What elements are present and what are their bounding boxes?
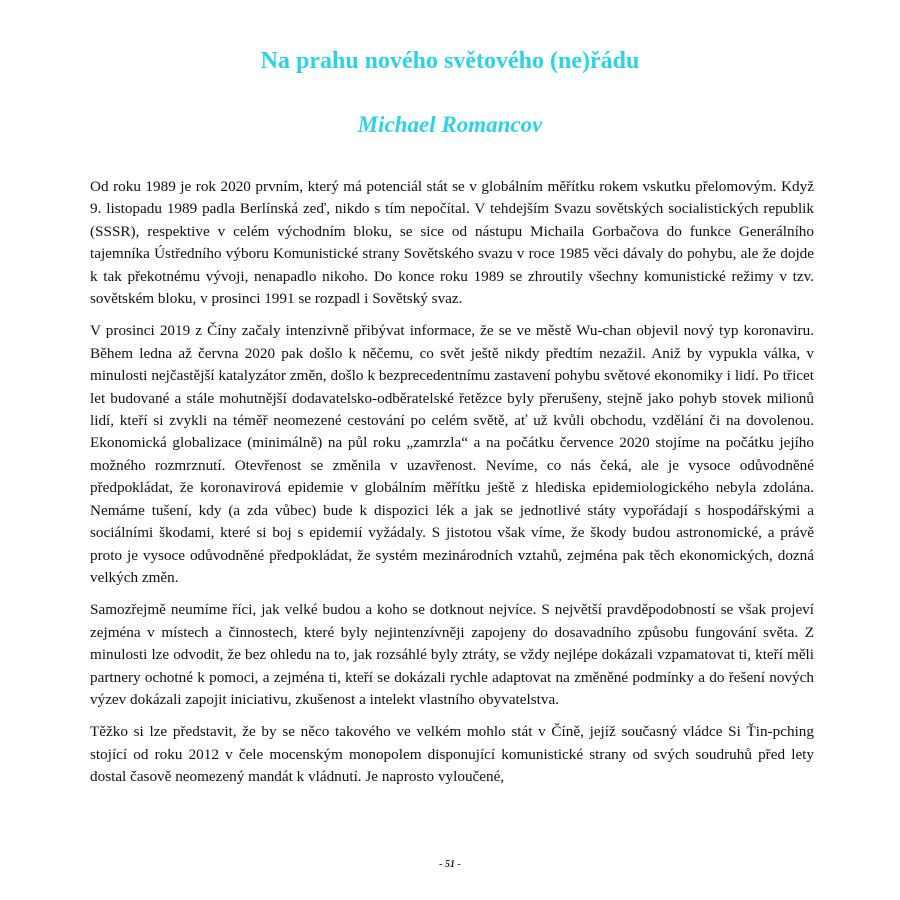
page-number: - 51 - — [439, 859, 461, 870]
author-name: Michael Romancov — [357, 112, 543, 137]
paragraph: Samozřejmě neumíme říci, jak velké budou a koho se dotknout nejvíce. S největší pravděpodobností se však projeví zejména v místech a činnostech, které byly nejintenzívněji zapojeny do dosavadního způsobu fungování světa. Z minulosti lze odvodit, že bez ohledu na to, jak rozsáhlé byly ztráty, se vždy nejlépe dokázali vzpamatovat ti, kteří měli partnery ochotné k pomoci, a zejména ti, kteří se dokázali rychle adaptovat na změněné podmínky a do řešení nových výzev dokázali zapojit iniciativu, zkušenost a intelekt vlastního obyvatelstva. — [90, 601, 814, 708]
paragraph: Těžko si lze představit, že by se něco takového ve velkém mohlo stát v Číně, jejíž současný vládce Si Ťin-pching stojící od roku 2012 v čele mocenským monopolem disponující komunistické strany od svých soudruhů před lety dostal časově neomezený mandát k vládnutí. Je naprosto vyloučené, — [90, 723, 814, 786]
paragraph: Od roku 1989 je rok 2020 prvním, který má potenciál stát se v globálním měřítku rokem vskutku přelomovým. Když 9. listopadu 1989 padla Berlínská zeď, nikdo s tím nepočítal. V tehdejším Svazu sovětských socialistických republik (SSSR), respektive v celém východním bloku, se sice od nástupu Michaila Gorbačova do funkce Generálního tajemníka Ústředního výboru Komunistické strany Sovětského svazu v roce 1985 věci dávaly do pohybu, ale že dojde k tak překotnému vývoji, nenapadlo nikoho. Do konce roku 1989 se zhroutily všechny komunistické režimy v tzv. sovětském bloku, v prosinci 1991 se rozpadl i Sovětský svaz. — [90, 178, 814, 308]
body-text — [90, 176, 814, 799]
paragraph: V prosinci 2019 z Číny začaly intenzivně přibývat informace, že se ve městě Wu-chan objevil nový typ koronaviru. Během ledna až června 2020 pak došlo k něčemu, co svět ještě nikdy předtím nezažil. Aniž by vypukla válka, v minulosti nejčastější katalyzátor změn, došlo k bezprecedentnímu zastavení pohybu světové ekonomiky i lidí. Po třicet let budované a stále mohutnější dodavatelsko-odběratelské řetězce byly přerušeny, stejně jako pohyb stovek milionů lidí, kteří si zvykli na téměř neomezené cestování po celém světě, ať už kvůli obchodu, vzdělání či na dovolenou. Ekonomická globalizace (minimálně) na půl roku „zamrzla“ a na počátku července 2020 stojíme na počátku jejího možného rozmrznutí. Otevřenost se změnila v uzavřenost. Nevíme, co nás čeká, ale je vysoce odůvodněné předpokládat, že koronavirová epidemie v globálním měřítku ještě z hlediska epidemiologického nebyla zdolána. Nemáme tušení, kdy (a zda vůbec) bude k dispozici lék a jak se jednotlivé státy vypořádají s hospodářskými a sociálními škodami, které si boj s epidemií vyžádaly. S jistotou však víme, že škody budou astronomické, a právě proto je vysoce odůvodněné předpokládat, že systém mezinárodních vztahů, zejména pak těch ekonomických, dozná velkých změn. — [90, 322, 814, 586]
document-title: Na prahu nového světového (ne)řádu — [260, 48, 640, 74]
